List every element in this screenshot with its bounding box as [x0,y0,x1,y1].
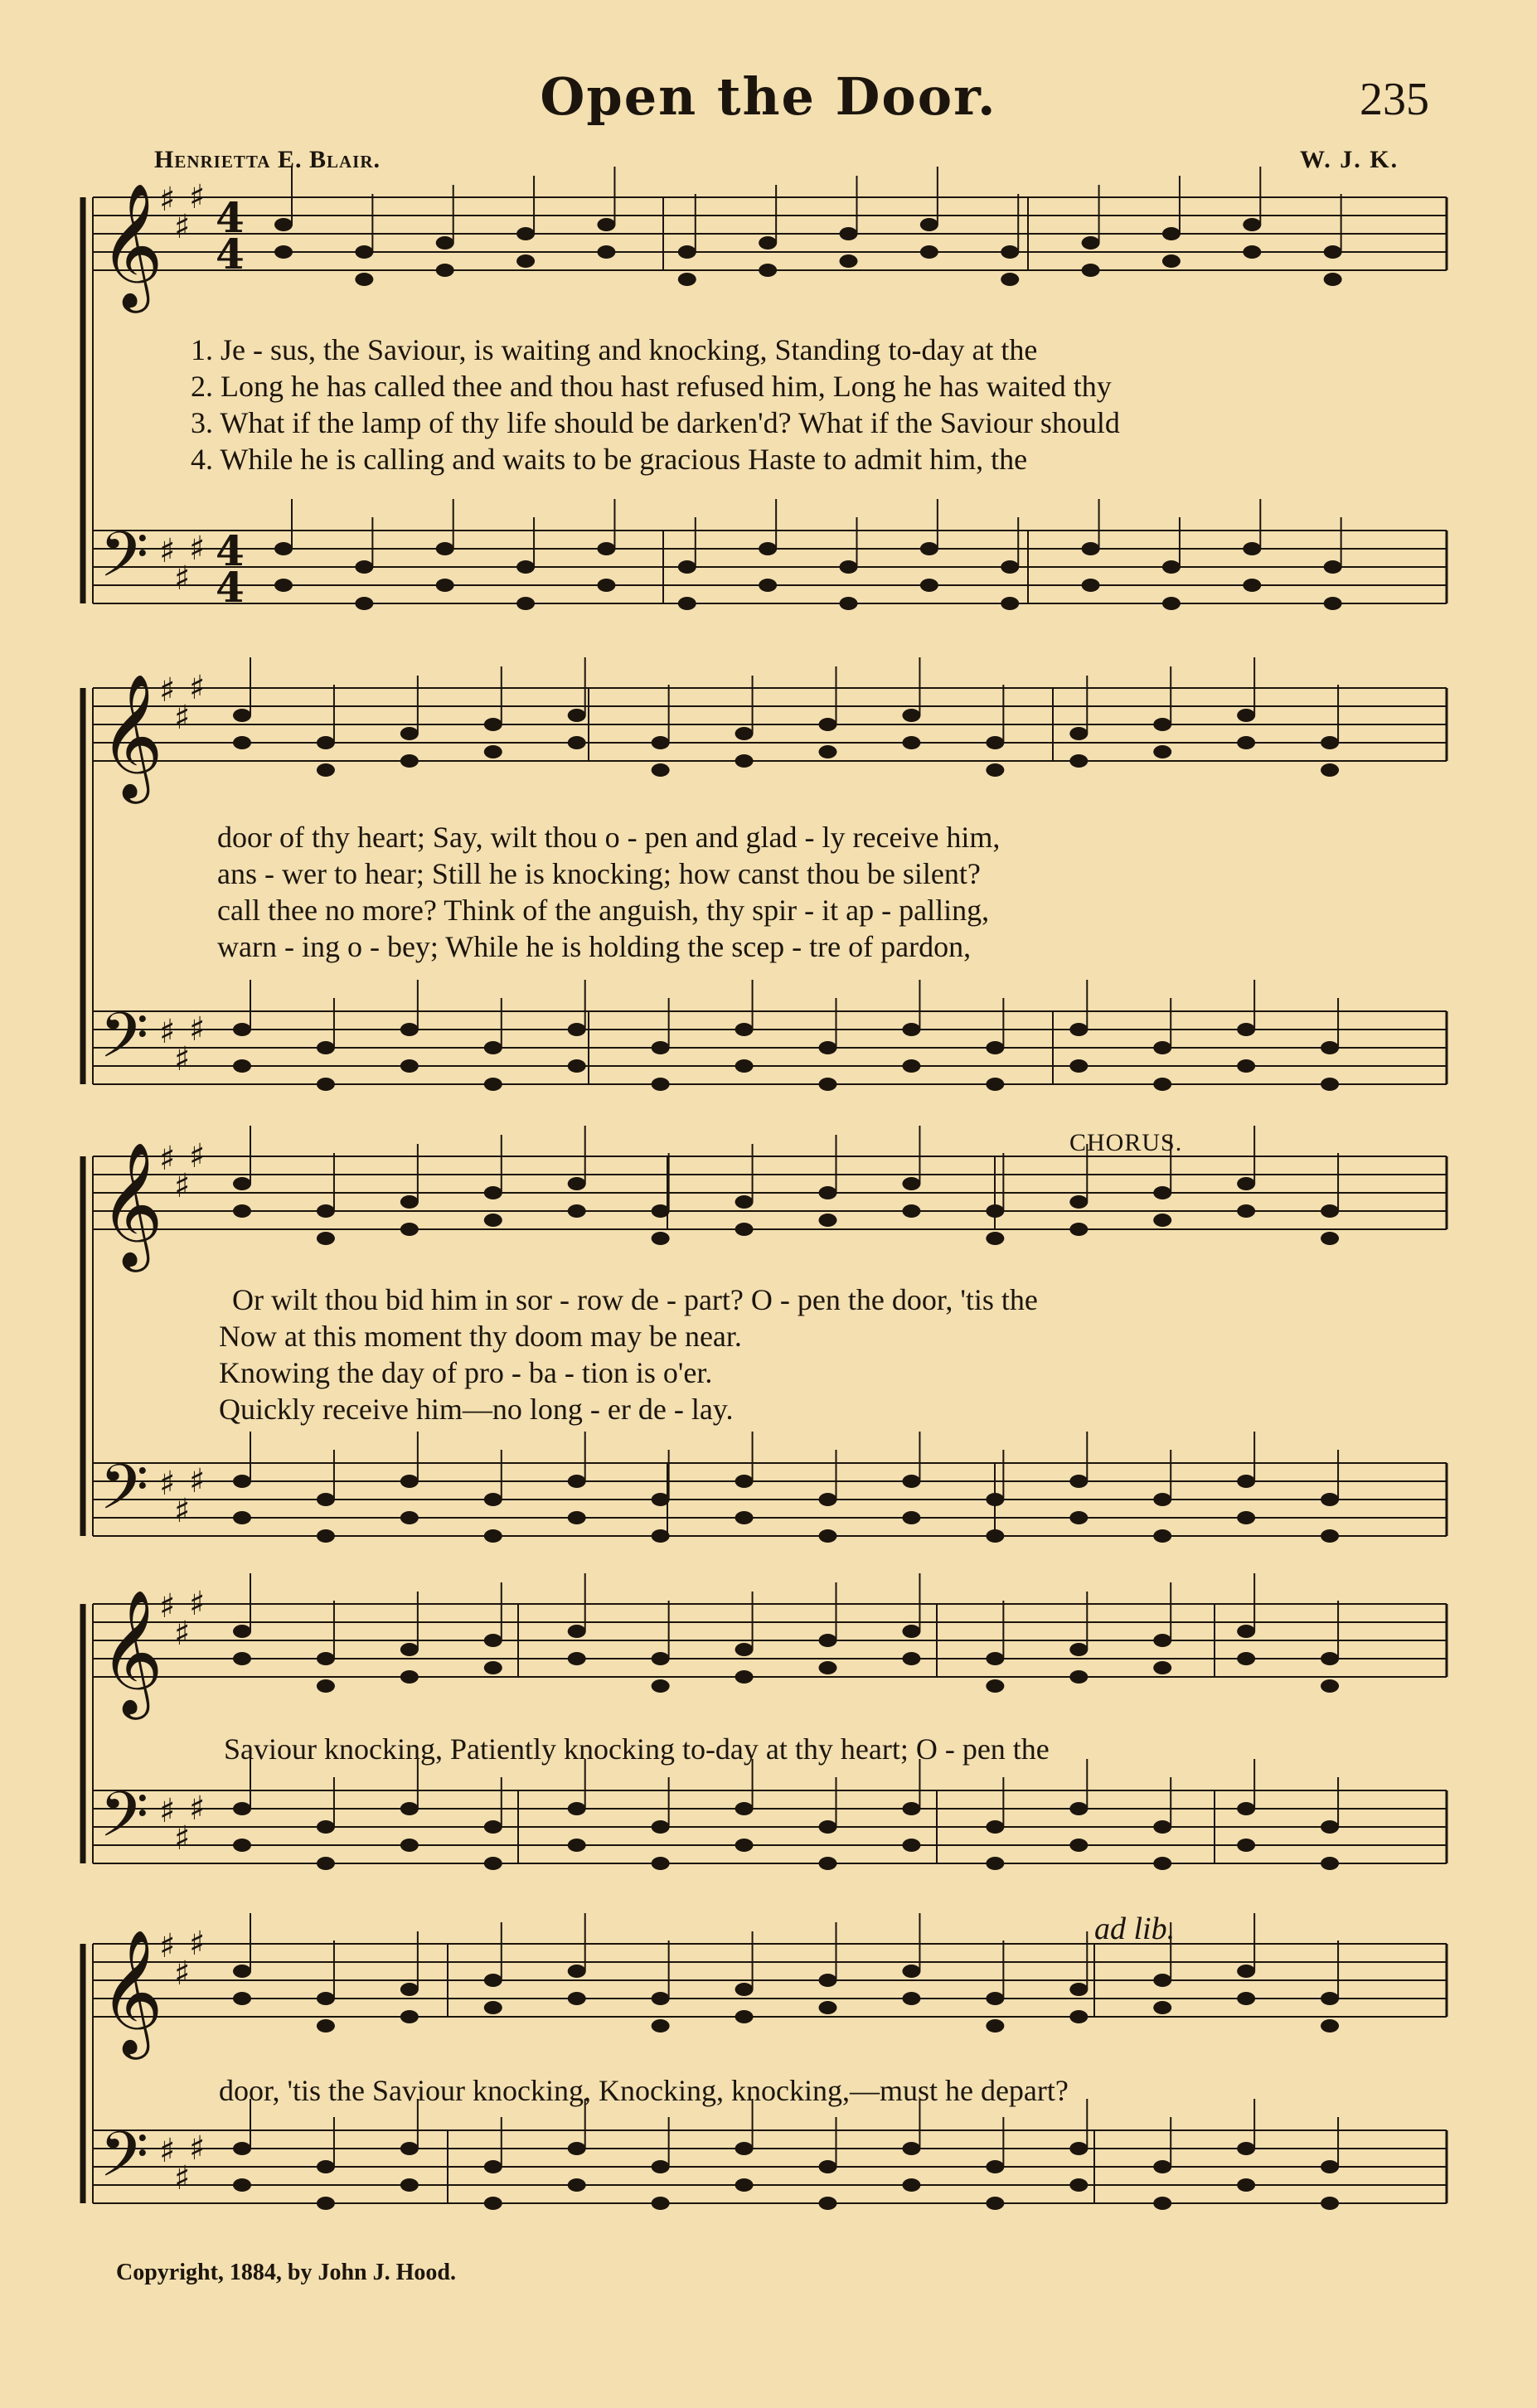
note-head [1153,2001,1171,2014]
note-head [400,2142,419,2155]
treble-clef-icon: 𝄞 [99,1928,163,2054]
sharp-icon: ♯ [174,699,191,737]
note-head [568,2178,586,2192]
sharp-icon: ♯ [174,1167,191,1205]
sharp-icon: ♯ [189,1790,206,1828]
hymn-title: Open the Door. [540,66,997,127]
sharp-icon: ♯ [159,532,176,570]
bass-clef-icon: 𝄢 [99,2118,149,2207]
composer-credit: W. J. K. [1300,146,1399,173]
sharp-icon: ♯ [189,669,206,707]
sharp-icon: ♯ [174,208,191,246]
note-head [1321,2019,1339,2033]
sharp-icon: ♯ [189,1585,206,1623]
copyright-notice: Copyright, 1884, by John J. Hood. [116,2260,456,2285]
note-head [1321,2160,1339,2173]
time-signature-top: 4 [216,526,245,575]
treble-clef-icon: 𝄞 [99,1588,163,1714]
chorus-line2: door, 'tis the Saviour knocking, Knocking, knocking,—must he depart? [219,2074,1069,2107]
note-head [400,1983,419,1996]
note-head [1069,2142,1088,2155]
note-head [1153,2160,1171,2173]
treble-clef-icon: 𝄞 [99,182,163,308]
note-head [902,1965,920,1978]
page-number: 235 [1360,74,1429,125]
sharp-icon: ♯ [174,1819,191,1858]
sharp-icon: ♯ [189,530,206,568]
author-credit: Henrietta E. Blair. [154,146,381,173]
note-head [902,2178,920,2192]
bass-clef-icon: 𝄢 [99,518,149,607]
verse2-line1: 2. Long he has called thee and thou hast refused him, Long he has waited thy [191,370,1112,403]
chorus-label: CHORUS. [1069,1129,1183,1156]
note-head [652,1992,670,2005]
note-head [735,1983,754,1996]
sharp-icon: ♯ [159,1587,176,1626]
verse3-line2: call thee no more? Think of the anguish, thy spir - it ap - palling, [217,894,990,927]
note-head [400,2178,419,2192]
note-head [1237,2178,1255,2192]
note-head [400,2010,419,2023]
note-head [1153,1974,1171,1987]
note-head [233,2178,251,2192]
note-head [568,1992,586,2005]
sharp-icon: ♯ [189,1010,206,1049]
sharp-icon: ♯ [159,181,176,219]
note-head [1069,1983,1088,1996]
note-head [1153,2197,1171,2210]
verse1-line3: Or wilt thou bid him in sor - row de - part? O - pen the door, 'tis the [232,1283,1038,1316]
note-head [902,2142,920,2155]
sharp-icon: ♯ [159,1792,176,1830]
note-head [986,2197,1004,2210]
note-head [652,2160,670,2173]
time-signature-bottom: 4 [216,230,245,279]
sharp-icon: ♯ [174,2159,191,2197]
note-head [1237,2142,1255,2155]
verse4-line1: 4. While he is calling and waits to be gracious Haste to admit him, the [191,443,1028,476]
bass-clef-icon: 𝄢 [99,1778,149,1867]
sharp-icon: ♯ [159,1465,176,1503]
verse1-line1: 1. Je - sus, the Saviour, is waiting and knocking, Standing to-day at the [191,333,1038,366]
treble-clef-icon: 𝄞 [99,672,163,798]
note-head [652,2197,670,2210]
note-head [317,1992,335,2005]
note-head [568,2142,586,2155]
bass-clef-icon: 𝄢 [99,999,149,1088]
sharp-icon: ♯ [189,2129,206,2168]
sharp-icon: ♯ [189,1462,206,1500]
sharp-icon: ♯ [174,1955,191,1993]
sharp-icon: ♯ [174,560,191,598]
note-head [484,2160,502,2173]
note-head [1069,2010,1088,2023]
verse2-line2: ans - wer to hear; Still he is knocking; how canst thou be silent? [217,857,981,890]
note-head [484,1974,502,1987]
sharp-icon: ♯ [159,1013,176,1051]
note-head [902,1992,920,2005]
note-head [652,2019,670,2033]
time-signature-top: 4 [216,193,245,242]
note-head [1237,1992,1255,2005]
note-head [1069,2178,1088,2192]
time-signature-bottom: 4 [216,563,245,612]
verse4-line3: Quickly receive him—no long - er de - lay. [219,1393,734,1426]
sharp-icon: ♯ [174,1615,191,1653]
note-head [233,1992,251,2005]
chorus-line1: Saviour knocking, Patiently knocking to-day at thy heart; O - pen the [224,1732,1050,1766]
note-head [233,1965,251,1978]
note-head [986,2019,1004,2033]
note-head [484,2197,502,2210]
note-head [484,2001,502,2014]
note-head [819,2160,837,2173]
note-head [317,2197,335,2210]
note-head [819,2001,837,2014]
verse3-line3: Knowing the day of pro - ba - tion is o'er. [219,1356,713,1389]
sharp-icon: ♯ [174,1040,191,1078]
sharp-icon: ♯ [189,1925,206,1963]
note-head [317,2019,335,2033]
verse2-line3: Now at this moment thy doom may be near. [219,1320,742,1353]
note-head [1321,2197,1339,2210]
note-head [735,2178,754,2192]
note-head [735,2142,754,2155]
note-head [819,2197,837,2210]
ad-lib-marking: ad lib. [1094,1911,1176,1946]
note-head [1237,1965,1255,1978]
sharp-icon: ♯ [159,1927,176,1965]
verse1-line2: door of thy heart; Say, wilt thou o - pen and glad - ly receive him, [217,821,1001,854]
note-head [1321,1992,1339,2005]
sharp-icon: ♯ [189,1137,206,1175]
verse3-line1: 3. What if the lamp of thy life should be darken'd? What if the Saviour should [191,406,1120,439]
note-head [735,2010,754,2023]
note-head [568,1965,586,1978]
bass-clef-icon: 𝄢 [99,1451,149,1539]
treble-clef-icon: 𝄞 [99,1141,163,1267]
sharp-icon: ♯ [159,671,176,710]
sharp-icon: ♯ [159,2132,176,2170]
note-head [819,1974,837,1987]
verse4-line2: warn - ing o - bey; While he is holding the scep - tre of pardon, [217,930,972,963]
note-head [986,2160,1004,2173]
note-head [317,2160,335,2173]
sharp-icon: ♯ [159,1140,176,1178]
note-head [233,2142,251,2155]
sharp-icon: ♯ [189,178,206,216]
note-head [986,1992,1004,2005]
sharp-icon: ♯ [174,1492,191,1530]
